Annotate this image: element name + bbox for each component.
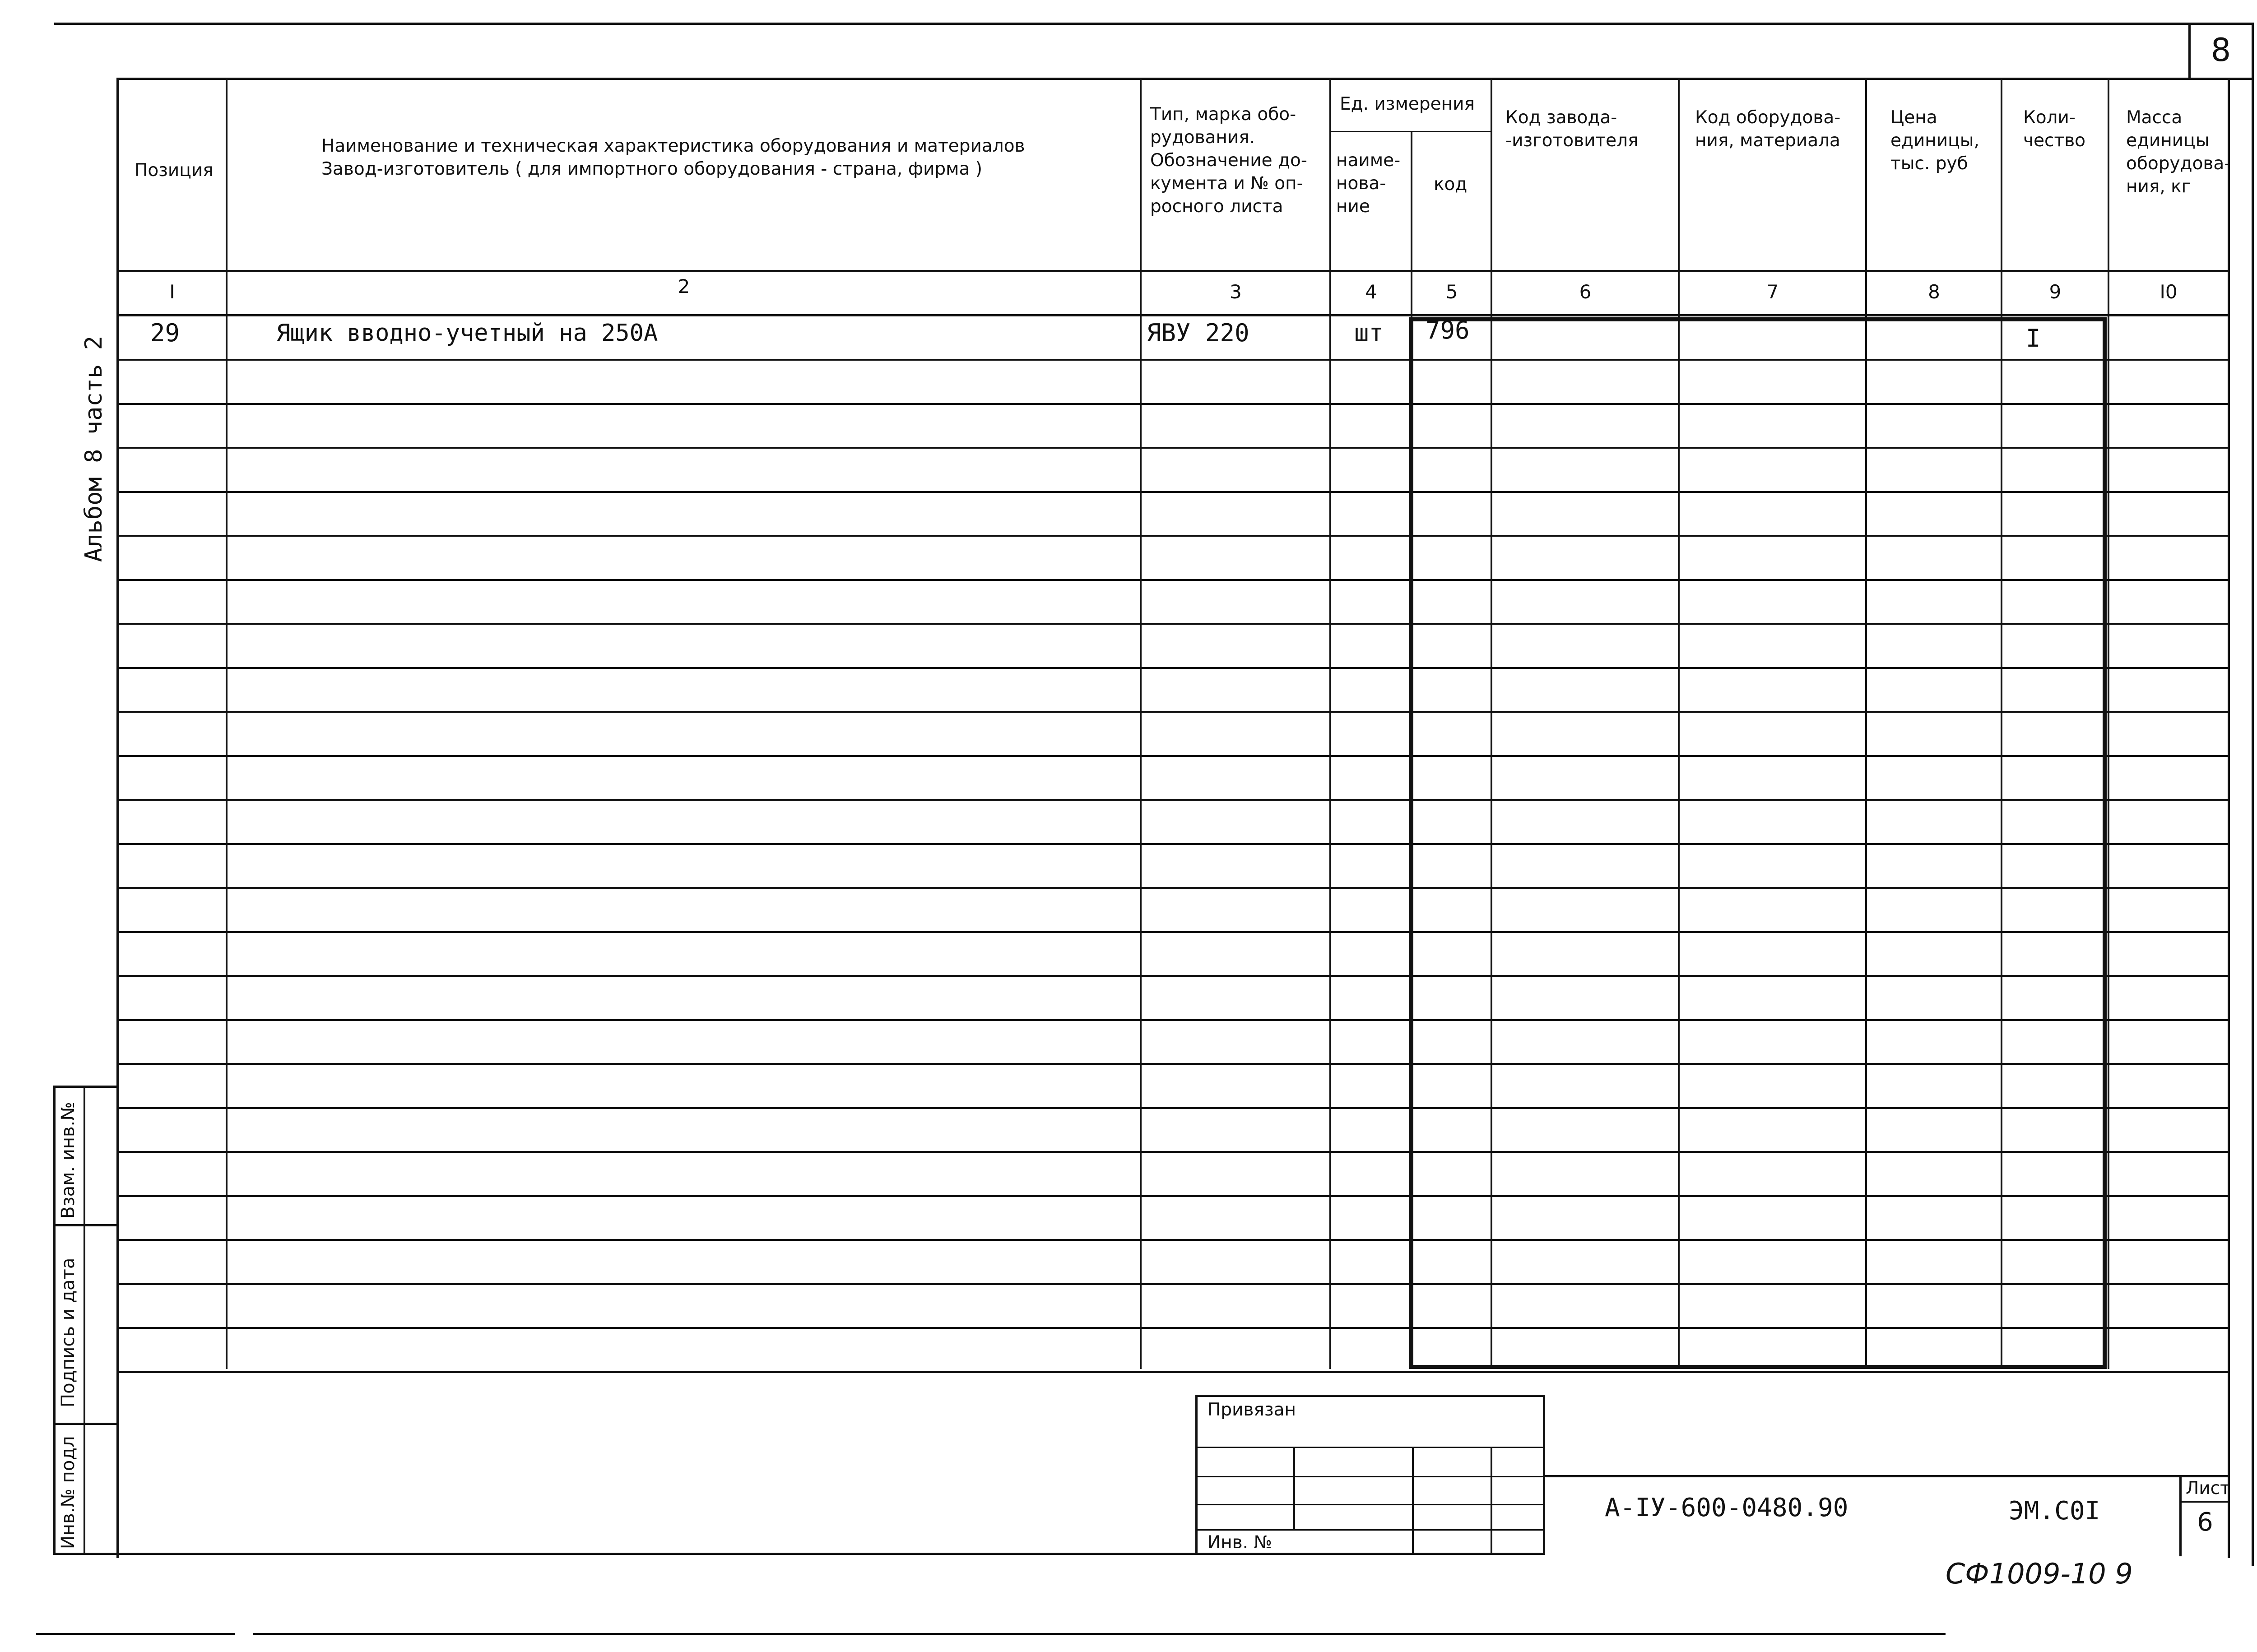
row-1-type: ЯВУ 220 [1147, 319, 1249, 347]
row-1-unit-code: 796 [1426, 316, 1470, 344]
header-unit-name: наиме- нова- ние [1336, 150, 1401, 217]
column-divider [226, 78, 228, 1369]
sheet-label: Лист [2186, 1478, 2230, 1499]
sheet-number: 6 [2197, 1508, 2213, 1537]
frame-top [54, 23, 2252, 25]
row-1-quantity: I [2026, 324, 2041, 353]
col-number-4: 4 [1365, 281, 1377, 303]
frame-bottom-cut [36, 1633, 235, 1635]
column-divider [1329, 78, 1331, 1369]
header-quantity: Коли- чество [2023, 107, 2086, 151]
col-number-8: 8 [1928, 281, 1940, 303]
column-divider [2108, 78, 2109, 1369]
privyazan-label: Привязан [1207, 1400, 1296, 1420]
col-number-2: 2 [678, 275, 690, 297]
col-number-5: 5 [1445, 281, 1458, 303]
frame-bottom-cut [253, 1633, 1946, 1635]
bold-frame [1409, 317, 2107, 1369]
row-1-position: 29 [150, 319, 180, 347]
frame-right [2252, 23, 2254, 1566]
header-position: Позиция [135, 160, 214, 181]
column-divider [1140, 78, 1142, 1369]
header-equipment-code: Код оборудова- ния, материала [1695, 107, 1841, 151]
header-mass: Масса единицы оборудова- ния, кг [2126, 107, 2231, 197]
document-code: А-IУ-600-0480.90 [1605, 1493, 1848, 1522]
archive-number: СФ1009-10 9 [1946, 1557, 2133, 1590]
corner-sheet-number: 8 [2211, 32, 2231, 69]
stamp-podpis-data: Подпись и дата [58, 1258, 79, 1407]
row-divider [116, 1371, 2229, 1373]
header-unit: Ед. измерения [1340, 94, 1475, 114]
col-number-6: 6 [1579, 281, 1592, 303]
row-1-unit-name: шт [1354, 319, 1384, 347]
col-number-3: 3 [1230, 281, 1242, 303]
col-number-1: I [169, 281, 175, 303]
inv-number-label: Инв. № [1207, 1532, 1272, 1553]
row-1-name: Ящик вводно-учетный на 250А [276, 320, 658, 347]
col-number-9: 9 [2049, 281, 2062, 303]
header-type: Тип, марка обо- рудования. Обозначение до- кумента и № оп- росного листа [1150, 104, 1307, 217]
header-unit-code: код [1434, 174, 1468, 195]
header-maker-code: Код завода- -изготовителя [1505, 107, 1639, 151]
col-number-7: 7 [1766, 281, 1779, 303]
stamp-vzam-inv: Взам. инв.№ [58, 1102, 79, 1219]
sheet-code: ЭМ.С0I [2009, 1496, 2100, 1526]
header-name: Наименование и техническая характеристика оборудования и материалов Завод-изготовитель ( для импортного оборудования - страна, фирма ) [321, 136, 1025, 179]
header-price: Цена единицы, тыс. руб [1890, 107, 1979, 174]
col-number-10: I0 [2159, 281, 2178, 303]
stamp-inv-podl: Инв.№ подл [58, 1436, 79, 1549]
album-label: Альбом 8 часть 2 [80, 336, 107, 562]
